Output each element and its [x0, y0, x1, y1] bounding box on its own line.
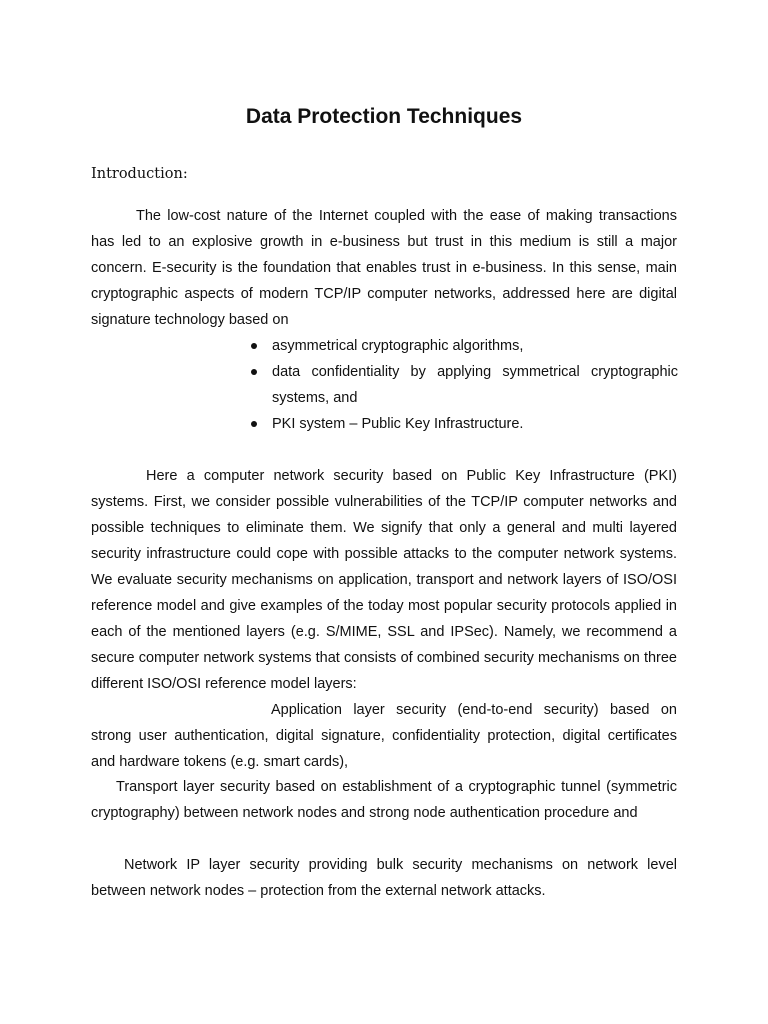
- bullet-list: [248, 333, 678, 437]
- bullet-dot-icon: [251, 369, 257, 375]
- bullet-item: [248, 411, 678, 437]
- bullet-text: PKI system – Public Key Infrastructure.: [272, 416, 524, 432]
- bullet-text: data confidentiality by applying symmetrical cryptographic systems, and: [272, 364, 678, 406]
- bullet-text: asymmetrical cryptographic algorithms,: [272, 338, 524, 354]
- bullet-item: [248, 359, 678, 411]
- network-layer-paragraph: Network IP layer security providing bulk security mechanisms on network level between network nodes – protection from the external network attacks.: [91, 857, 677, 899]
- pki-paragraph: Here a computer network security based on Public Key Infrastructure (PKI) systems. First, we consider possible vulnerabilities of the TCP/IP computer networks and possible techniques to eliminate them. We signify that only a general and multi layered security infrastructure could cope with possible attacks to the computer network systems. We evaluate security mechanisms on application, transport and network layers of ISO/OSI reference model and give examples of the today most popular security protocols applied in each of the mentioned layers (e.g. S/MIME, SSL and IPSec). Namely, we recommend a secure computer network systems that consists of combined security mechanisms on three different ISO/OSI reference model layers:: [91, 468, 677, 692]
- bullet-item: [248, 333, 678, 359]
- application-layer-paragraph: Application layer security (end-to-end security) based on strong user authentication, digital signature, confidentiality protection, digital certificates and hardware tokens (e.g. smart cards),: [91, 702, 677, 770]
- document-title: Data Protection Techniques: [245, 105, 523, 129]
- intro-paragraph: The low-cost nature of the Internet coupled with the ease of making transactions has led to an explosive growth in e-business but trust in this medium is still a major concern. E-security is the foundation that enables trust in e-business. In this sense, main cryptographic aspects of modern TCP/IP computer networks, addressed here are digital signature technology based on: [91, 208, 677, 328]
- section-heading: Introduction:: [91, 166, 188, 182]
- bullet-dot-icon: [251, 421, 257, 427]
- bullet-dot-icon: [251, 343, 257, 349]
- transport-layer-paragraph: Transport layer security based on establishment of a cryptographic tunnel (symmetric cryptography) between network nodes and strong node authentication procedure and: [91, 779, 677, 821]
